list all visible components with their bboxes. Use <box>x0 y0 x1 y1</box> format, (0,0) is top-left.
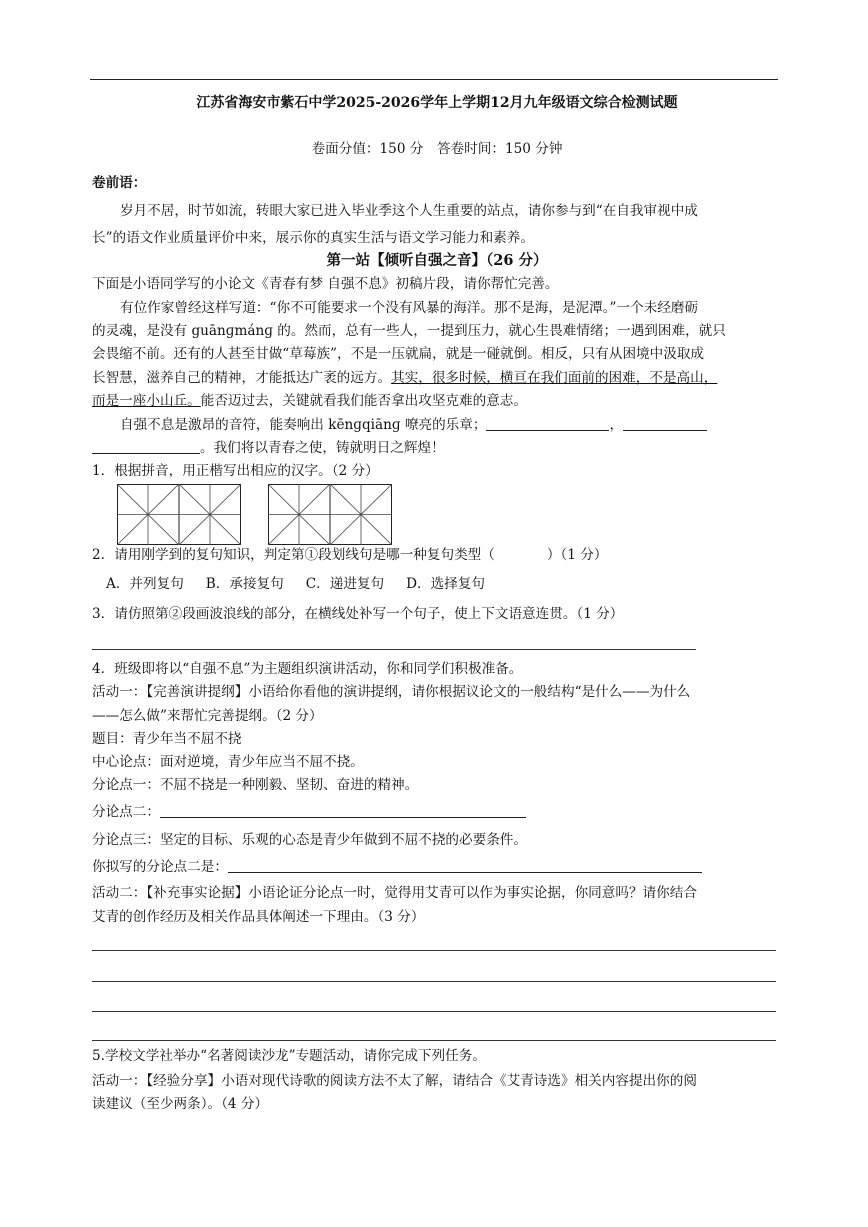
question-2-score: ）（1 分） <box>546 547 608 563</box>
para2-text: 自强不息是激昂的音符，能奏响出 kēnɡqiānɡ 嘹亮的乐章； <box>120 417 487 433</box>
q4-activity-2-line-2: 艾青的创作经历及相关作品具体阐述一下理由。（3 分） <box>92 909 425 925</box>
sub-point-2-blank[interactable] <box>160 803 526 818</box>
question-2 <box>92 545 782 565</box>
exam-title: 江苏省海安市紫石中学2025-2026学年上学期12月九年级语文综合检测试题 <box>196 95 678 111</box>
underlined-sentence-part-2: 而是一座小山丘。 <box>92 393 201 409</box>
your-sub-point-2-label: 你拟写的分论点二是： <box>92 859 228 875</box>
question-2-text: 2．请用刚学到的复句知识，判定第①段划线句是哪一种复句类型（ <box>92 547 495 563</box>
q4-activity-1-line-2: ——怎么做”来帮忙完善提纲。（2 分） <box>92 708 323 724</box>
option-b[interactable]: B．承接复句 <box>205 576 284 592</box>
q5-activity-1-line-2: 读建议（至少两条）。（4 分） <box>92 1096 269 1112</box>
q4-answer-line-4[interactable] <box>92 1040 776 1041</box>
option-d[interactable]: D．选择复句 <box>406 576 486 592</box>
section-heading: 第一站【倾听自强之音】（26 分） <box>326 252 548 269</box>
para1-line-5-text: 能否迈过去，关键就看我们能否拿出攻坚克难的意志。 <box>200 393 527 409</box>
top-rule <box>90 79 778 80</box>
para1-line-4-text: 长智慧，滋养自己的精神，才能抵达广袤的远方。 <box>92 370 392 386</box>
fill-blank-2[interactable] <box>623 416 707 431</box>
para2-line-1 <box>92 415 782 435</box>
preface-label: 卷前语： <box>92 175 147 191</box>
option-c[interactable]: C．递进复句 <box>305 576 385 592</box>
option-a[interactable]: A．并列复句 <box>106 576 184 592</box>
para1-line-1: 有位作家曾经这样写道：“你不可能要求一个没有风暴的海洋。那不是海，是泥潭。”一个未经磨砺 <box>120 300 699 316</box>
q4-activity-1-line-1: 活动一：【完善演讲提纲】小语给你看他的演讲提纲，请你根据议论文的一般结构“是什么——为什么 <box>92 684 691 700</box>
question-1: 1．根据拼音，用正楷写出相应的汉字。（2 分） <box>92 463 379 479</box>
underlined-sentence-part-1: 其实，很多时候，横亘在我们面前的困难，不是高山， <box>391 370 718 386</box>
writing-grid-1[interactable] <box>117 484 241 545</box>
q4-answer-line-3[interactable] <box>92 1011 776 1012</box>
your-sub-point-2 <box>92 857 782 877</box>
para2-line-2 <box>92 438 782 458</box>
outline-sub-point-1: 分论点一：不屈不挠是一种刚毅、坚韧、奋进的精神。 <box>92 777 419 793</box>
exam-meta: 卷面分值：150 分 答卷时间：150 分钟 <box>311 141 563 157</box>
question-2-options <box>106 574 796 594</box>
outline-sub-point-2-label: 分论点二： <box>92 804 160 820</box>
para1-line-3: 会畏缩不前。还有的人甚至甘做“草莓族”，不是一压就扁，就是一碰就倒。相反，只有从困境中汲取成 <box>92 346 705 362</box>
preface-line-2: 长”的语文作业质量评价中来，展示你的真实生活与语文学习能力和素养。 <box>92 230 534 246</box>
q5-activity-1-line-1: 活动一：【经验分享】小语对现代诗歌的阅读方法不太了解，请结合《艾青诗选》相关内容提出你的阅 <box>92 1073 697 1089</box>
q3-answer-line[interactable] <box>92 649 696 650</box>
outline-sub-point-2 <box>92 802 782 822</box>
outline-topic: 题目：青少年当不屈不挠 <box>92 731 242 747</box>
fill-blank-3[interactable] <box>92 439 200 454</box>
question-3: 3．请仿照第②段画波浪线的部分，在横线处补写一个句子，使上下文语意连贯。（1 分） <box>92 606 624 622</box>
q4-answer-line-1[interactable] <box>92 950 776 951</box>
preface-line-1: 岁月不居，时节如流，转眼大家已进入毕业季这个人生重要的站点，请你参与到“在自我审视中成 <box>120 203 698 219</box>
question-4: 4．班级即将以“自强不息”为主题组织演讲活动，你和同学们积极准备。 <box>92 661 523 677</box>
para1-line-4 <box>92 368 782 388</box>
fill-blank-1[interactable] <box>486 416 609 431</box>
section-intro: 下面是小语同学写的小论文《青春有梦 自强不息》初稿片段，请你帮忙完善。 <box>92 276 559 292</box>
your-sub-point-2-blank[interactable] <box>228 858 702 873</box>
para2-comma: ， <box>609 417 624 433</box>
q4-answer-line-2[interactable] <box>92 981 776 982</box>
para1-line-5 <box>92 391 782 411</box>
writing-grid-2[interactable] <box>268 484 392 545</box>
q4-activity-2-line-1: 活动二：【补充事实论据】小语论证分论点一时，觉得用艾青可以作为事实论据，你同意吗？请你结合 <box>92 885 697 901</box>
outline-sub-point-3: 分论点三：坚定的目标、乐观的心态是青少年做到不屈不挠的必要条件。 <box>92 832 527 848</box>
outline-center-thesis: 中心论点：面对逆境，青少年应当不屈不挠。 <box>92 754 364 770</box>
question-5: 5.学校文学社举办“名著阅读沙龙”专题活动，请你完成下列任务。 <box>92 1048 486 1064</box>
para1-line-2: 的灵魂，是没有 guānɡmánɡ 的。然而，总有一些人，一提到压力，就心生畏难情绪；一遇到困难，就只 <box>92 323 726 339</box>
para2-end-text: 。我们将以青春之使，铸就明日之辉煌！ <box>200 440 445 456</box>
